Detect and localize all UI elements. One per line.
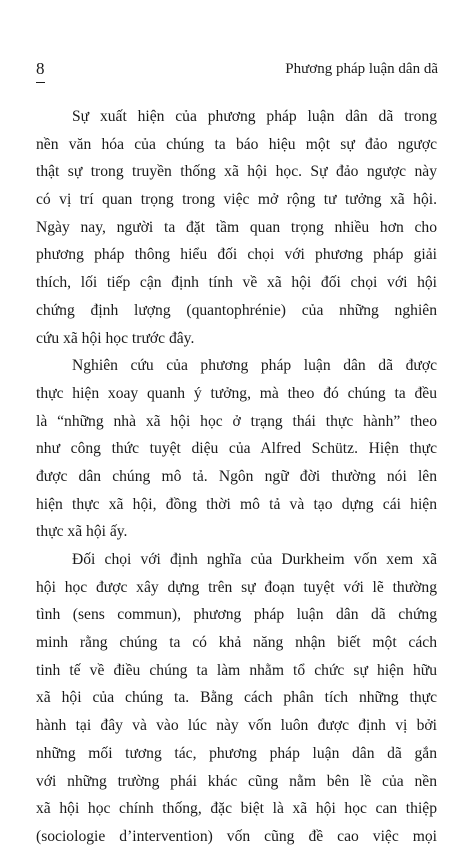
text-line: phương pháp thông hiểu đối chọi với phương pháp giải (36, 246, 437, 264)
text-line: hội học được xây dựng trên sự đoạn tuyệt với lẽ thường (36, 578, 437, 596)
text-line: chứng định lượng (quantophrénie) của những nghiên (36, 301, 437, 319)
text-line: tình (sens commun), phương pháp luận dân dã chứng (36, 606, 437, 624)
text-line: Nghiên cứu của phương pháp luận dân dã được (72, 357, 437, 375)
text-line: Ngày nay, người ta đặt tầm quan trọng nhiều hơn cho (36, 218, 437, 236)
text-line: thích, lối tiếp cận định tính về xã hội đối chọi với hội (36, 274, 437, 292)
text-line: minh rằng chúng ta có khả năng nhận biết một cách (36, 634, 437, 652)
body-text (36, 103, 437, 851)
text-line: tinh tế về điều chúng ta làm nhằm tổ chức sự hiện hữu (36, 661, 437, 679)
running-title: Phương pháp luận dân dã (285, 61, 438, 77)
text-line: có vị trí quan trọng trong việc mở rộng tư tưởng xã hội. (36, 191, 437, 209)
text-line: là “những nhà xã hội học ở trạng thái thực hành” theo (36, 412, 437, 430)
text-line: hiện thực xã hội, đồng thời mô tả và tạo dựng cái hiện (36, 495, 437, 513)
text-line: nền văn hóa của chúng ta báo hiệu một sự đảo ngược (36, 135, 437, 153)
text-line: hành tại đây và vào lúc này vốn luôn được định vị bởi (36, 717, 437, 735)
text-line: xã hội của chúng ta. Bằng cách phân tích những thực (36, 689, 437, 707)
text-line: Sự xuất hiện của phương pháp luận dân dã trong (72, 108, 437, 125)
text-line: những mối tương tác, phương pháp luận dân dã gắn (36, 744, 437, 762)
text-line: Đối chọi với định nghĩa của Durkheim vốn xem xã (72, 551, 437, 568)
text-line: cứu xã hội học trước đây. (36, 329, 195, 347)
page-header (36, 58, 438, 84)
text-line: xã hội học chính thống, đặc biệt là xã hội học can thiệp (36, 800, 437, 818)
text-line: thực xã hội ấy. (36, 523, 128, 541)
text-line: thật sự trong truyền thống xã hội học. Sự đảo ngược này (36, 163, 437, 181)
page-number-underline (36, 82, 45, 83)
text-line: (sociologie d’intervention) vốn cũng đề cao việc mọi (36, 827, 437, 845)
text-line: như công thức tuyệt diệu của Alfred Schütz. Hiện thực (36, 440, 437, 458)
text-line: thực hiện xoay quanh ý tưởng, mà theo đó chúng ta đều (36, 384, 437, 402)
page-number: 8 (36, 59, 45, 78)
text-line: với những trường phái khác cũng nằm bên lề của nền (36, 772, 437, 790)
text-line: được dân chúng mô tả. Ngôn ngữ đời thường nói lên (36, 467, 437, 485)
